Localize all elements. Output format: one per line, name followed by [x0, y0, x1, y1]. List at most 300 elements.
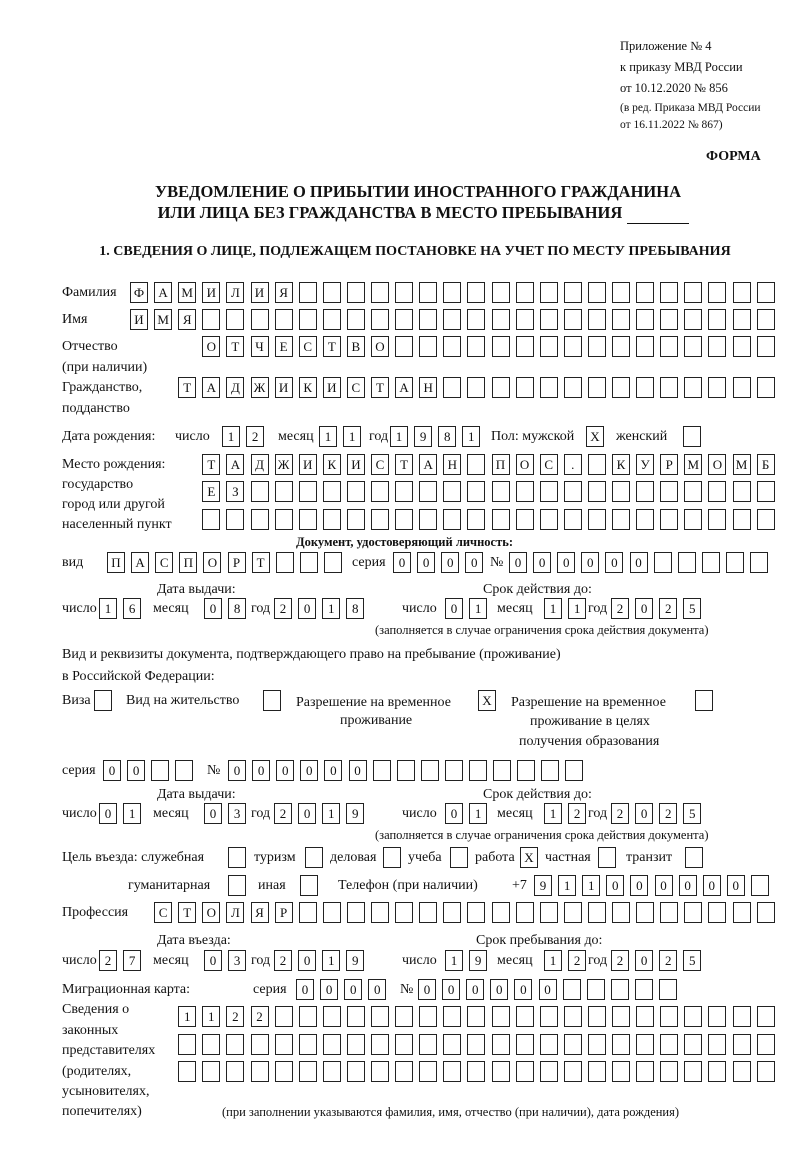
input-cell[interactable]: 0 — [368, 979, 386, 1000]
input-cell[interactable]: 2 — [568, 803, 586, 824]
purpose-humanitarian-box[interactable] — [228, 875, 246, 896]
input-cell[interactable] — [540, 377, 558, 398]
input-cell[interactable] — [636, 509, 654, 530]
input-cell[interactable] — [373, 760, 391, 781]
input-cell[interactable]: 0 — [635, 950, 653, 971]
input-cell[interactable]: К — [612, 454, 630, 475]
input-cell[interactable] — [299, 1034, 317, 1055]
input-cell[interactable] — [395, 509, 413, 530]
input-cell[interactable] — [395, 1034, 413, 1055]
input-cell[interactable]: М — [733, 454, 751, 475]
input-cell[interactable]: 0 — [228, 760, 246, 781]
input-cell[interactable] — [371, 509, 389, 530]
input-cell[interactable]: 0 — [445, 598, 463, 619]
input-cell[interactable] — [540, 1034, 558, 1055]
input-cell[interactable] — [636, 282, 654, 303]
input-cell[interactable]: А — [226, 454, 244, 475]
input-cell[interactable] — [175, 760, 193, 781]
input-cell[interactable]: 0 — [514, 979, 532, 1000]
purpose-tourism-box[interactable] — [305, 847, 323, 868]
input-cell[interactable]: Т — [202, 454, 220, 475]
input-cell[interactable]: О — [371, 336, 389, 357]
input-cell[interactable] — [419, 902, 437, 923]
input-cell[interactable] — [419, 1061, 437, 1082]
input-cell[interactable] — [202, 1034, 220, 1055]
input-cell[interactable] — [733, 1006, 751, 1027]
input-cell[interactable] — [492, 481, 510, 502]
input-cell[interactable] — [708, 902, 726, 923]
input-cell[interactable] — [659, 979, 677, 1000]
purpose-work-box[interactable]: X — [520, 847, 538, 868]
input-cell[interactable]: 0 — [605, 552, 623, 573]
input-cell[interactable] — [702, 552, 720, 573]
input-cell[interactable] — [565, 760, 583, 781]
input-cell[interactable]: Ф — [130, 282, 148, 303]
input-cell[interactable] — [540, 1006, 558, 1027]
input-cell[interactable] — [733, 509, 751, 530]
input-cell[interactable]: 1 — [558, 875, 576, 896]
input-cell[interactable] — [516, 481, 534, 502]
input-cell[interactable] — [588, 454, 606, 475]
input-cell[interactable]: 0 — [466, 979, 484, 1000]
input-cell[interactable] — [202, 509, 220, 530]
input-cell[interactable] — [419, 1034, 437, 1055]
input-cell[interactable] — [636, 1006, 654, 1027]
input-cell[interactable] — [493, 760, 511, 781]
input-cell[interactable]: Л — [226, 282, 244, 303]
input-cell[interactable] — [660, 1061, 678, 1082]
input-cell[interactable] — [588, 309, 606, 330]
input-cell[interactable]: 1 — [390, 426, 408, 447]
input-cell[interactable]: О — [202, 902, 220, 923]
input-cell[interactable]: Ж — [275, 454, 293, 475]
input-cell[interactable] — [323, 1034, 341, 1055]
input-cell[interactable] — [588, 336, 606, 357]
input-cell[interactable] — [178, 1034, 196, 1055]
input-cell[interactable]: 1 — [582, 875, 600, 896]
input-cell[interactable]: 1 — [123, 803, 141, 824]
temp-edu-box[interactable] — [695, 690, 713, 711]
input-cell[interactable]: 0 — [417, 552, 435, 573]
input-cell[interactable]: 5 — [683, 950, 701, 971]
input-cell[interactable] — [419, 336, 437, 357]
input-cell[interactable]: 0 — [127, 760, 145, 781]
input-cell[interactable] — [733, 1061, 751, 1082]
input-cell[interactable] — [708, 282, 726, 303]
input-cell[interactable]: О — [202, 336, 220, 357]
input-cell[interactable] — [467, 309, 485, 330]
input-cell[interactable] — [492, 377, 510, 398]
input-cell[interactable] — [540, 282, 558, 303]
input-cell[interactable]: 2 — [251, 1006, 269, 1027]
input-cell[interactable] — [612, 282, 630, 303]
input-cell[interactable] — [467, 509, 485, 530]
input-cell[interactable]: 0 — [557, 552, 575, 573]
input-cell[interactable] — [347, 282, 365, 303]
input-cell[interactable] — [323, 309, 341, 330]
input-cell[interactable] — [347, 509, 365, 530]
input-cell[interactable] — [540, 1061, 558, 1082]
input-cell[interactable] — [708, 1034, 726, 1055]
input-cell[interactable]: 2 — [611, 950, 629, 971]
input-cell[interactable]: Ж — [251, 377, 269, 398]
input-cell[interactable]: О — [708, 454, 726, 475]
input-cell[interactable] — [708, 1006, 726, 1027]
input-cell[interactable] — [445, 760, 463, 781]
input-cell[interactable] — [467, 902, 485, 923]
input-cell[interactable] — [347, 1061, 365, 1082]
input-cell[interactable]: Я — [178, 309, 196, 330]
input-cell[interactable] — [612, 481, 630, 502]
input-cell[interactable] — [492, 1061, 510, 1082]
input-cell[interactable]: 0 — [103, 760, 121, 781]
input-cell[interactable] — [419, 1006, 437, 1027]
input-cell[interactable]: 1 — [178, 1006, 196, 1027]
input-cell[interactable]: 0 — [635, 803, 653, 824]
input-cell[interactable]: 0 — [465, 552, 483, 573]
input-cell[interactable]: 0 — [298, 598, 316, 619]
input-cell[interactable]: Б — [757, 454, 775, 475]
input-cell[interactable]: 1 — [469, 598, 487, 619]
input-cell[interactable] — [323, 282, 341, 303]
input-cell[interactable]: 0 — [296, 979, 314, 1000]
input-cell[interactable]: 0 — [204, 803, 222, 824]
input-cell[interactable]: 0 — [539, 979, 557, 1000]
temp-residence-box[interactable]: X — [478, 690, 496, 711]
input-cell[interactable] — [371, 481, 389, 502]
input-cell[interactable] — [757, 1006, 775, 1027]
input-cell[interactable]: 0 — [344, 979, 362, 1000]
input-cell[interactable] — [564, 377, 582, 398]
input-cell[interactable] — [516, 1006, 534, 1027]
purpose-business-box[interactable] — [383, 847, 401, 868]
input-cell[interactable] — [323, 509, 341, 530]
input-cell[interactable]: . — [564, 454, 582, 475]
input-cell[interactable] — [612, 1061, 630, 1082]
input-cell[interactable]: Т — [252, 552, 270, 573]
input-cell[interactable]: 0 — [252, 760, 270, 781]
input-cell[interactable]: 0 — [204, 598, 222, 619]
input-cell[interactable] — [299, 309, 317, 330]
input-cell[interactable]: 9 — [469, 950, 487, 971]
input-cell[interactable]: О — [203, 552, 221, 573]
input-cell[interactable]: 5 — [683, 803, 701, 824]
input-cell[interactable] — [660, 509, 678, 530]
input-cell[interactable] — [564, 1034, 582, 1055]
input-cell[interactable] — [323, 481, 341, 502]
input-cell[interactable] — [492, 1006, 510, 1027]
input-cell[interactable] — [564, 902, 582, 923]
input-cell[interactable] — [757, 336, 775, 357]
input-cell[interactable] — [395, 336, 413, 357]
input-cell[interactable] — [540, 309, 558, 330]
input-cell[interactable] — [492, 509, 510, 530]
input-cell[interactable]: 8 — [228, 598, 246, 619]
input-cell[interactable]: 0 — [393, 552, 411, 573]
input-cell[interactable] — [251, 481, 269, 502]
input-cell[interactable]: 0 — [679, 875, 697, 896]
input-cell[interactable] — [750, 552, 768, 573]
input-cell[interactable] — [492, 336, 510, 357]
input-cell[interactable] — [516, 1061, 534, 1082]
input-cell[interactable] — [733, 336, 751, 357]
input-cell[interactable] — [684, 902, 702, 923]
input-cell[interactable]: 2 — [226, 1006, 244, 1027]
input-cell[interactable] — [654, 552, 672, 573]
input-cell[interactable]: А — [395, 377, 413, 398]
input-cell[interactable] — [419, 509, 437, 530]
input-cell[interactable] — [226, 1061, 244, 1082]
purpose-private-box[interactable] — [598, 847, 616, 868]
input-cell[interactable]: 9 — [534, 875, 552, 896]
input-cell[interactable]: 0 — [441, 552, 459, 573]
input-cell[interactable]: 0 — [727, 875, 745, 896]
input-cell[interactable] — [635, 979, 653, 1000]
residence-permit-box[interactable] — [263, 690, 281, 711]
input-cell[interactable]: 8 — [346, 598, 364, 619]
input-cell[interactable] — [541, 760, 559, 781]
input-cell[interactable] — [516, 282, 534, 303]
input-cell[interactable] — [299, 481, 317, 502]
input-cell[interactable] — [660, 336, 678, 357]
input-cell[interactable] — [563, 979, 581, 1000]
input-cell[interactable]: 0 — [509, 552, 527, 573]
input-cell[interactable] — [516, 336, 534, 357]
input-cell[interactable] — [540, 336, 558, 357]
input-cell[interactable] — [516, 1034, 534, 1055]
input-cell[interactable] — [684, 509, 702, 530]
input-cell[interactable] — [564, 1061, 582, 1082]
input-cell[interactable] — [588, 282, 606, 303]
input-cell[interactable]: 1 — [445, 950, 463, 971]
sex-female-box[interactable] — [683, 426, 701, 447]
input-cell[interactable]: 0 — [703, 875, 721, 896]
input-cell[interactable] — [588, 481, 606, 502]
input-cell[interactable]: 2 — [659, 803, 677, 824]
input-cell[interactable]: Т — [395, 454, 413, 475]
input-cell[interactable] — [469, 760, 487, 781]
input-cell[interactable] — [467, 336, 485, 357]
input-cell[interactable] — [636, 309, 654, 330]
input-cell[interactable] — [757, 1034, 775, 1055]
input-cell[interactable] — [443, 1034, 461, 1055]
input-cell[interactable]: О — [516, 454, 534, 475]
input-cell[interactable] — [419, 481, 437, 502]
input-cell[interactable]: 1 — [544, 803, 562, 824]
input-cell[interactable]: 0 — [418, 979, 436, 1000]
input-cell[interactable] — [226, 509, 244, 530]
visa-box[interactable] — [94, 690, 112, 711]
input-cell[interactable]: 9 — [414, 426, 432, 447]
input-cell[interactable]: А — [131, 552, 149, 573]
input-cell[interactable]: 3 — [228, 803, 246, 824]
input-cell[interactable]: З — [226, 481, 244, 502]
input-cell[interactable] — [540, 481, 558, 502]
purpose-other-box[interactable] — [300, 875, 318, 896]
input-cell[interactable]: 5 — [683, 598, 701, 619]
input-cell[interactable] — [564, 509, 582, 530]
input-cell[interactable] — [323, 1006, 341, 1027]
input-cell[interactable]: 2 — [611, 803, 629, 824]
input-cell[interactable] — [226, 309, 244, 330]
input-cell[interactable] — [517, 760, 535, 781]
input-cell[interactable] — [612, 902, 630, 923]
input-cell[interactable]: Л — [226, 902, 244, 923]
input-cell[interactable] — [564, 1006, 582, 1027]
input-cell[interactable]: 0 — [300, 760, 318, 781]
input-cell[interactable] — [757, 309, 775, 330]
input-cell[interactable]: 1 — [322, 803, 340, 824]
input-cell[interactable] — [371, 902, 389, 923]
input-cell[interactable]: И — [202, 282, 220, 303]
input-cell[interactable] — [588, 1034, 606, 1055]
input-cell[interactable] — [347, 902, 365, 923]
input-cell[interactable]: 0 — [324, 760, 342, 781]
input-cell[interactable] — [636, 902, 654, 923]
input-cell[interactable] — [564, 309, 582, 330]
input-cell[interactable]: 0 — [298, 950, 316, 971]
input-cell[interactable]: 0 — [581, 552, 599, 573]
input-cell[interactable]: Р — [275, 902, 293, 923]
input-cell[interactable] — [684, 1034, 702, 1055]
input-cell[interactable] — [733, 282, 751, 303]
input-cell[interactable] — [276, 552, 294, 573]
input-cell[interactable] — [324, 552, 342, 573]
input-cell[interactable] — [299, 509, 317, 530]
input-cell[interactable]: Д — [251, 454, 269, 475]
input-cell[interactable]: 7 — [123, 950, 141, 971]
input-cell[interactable]: Е — [202, 481, 220, 502]
input-cell[interactable]: 2 — [274, 598, 292, 619]
input-cell[interactable]: 9 — [346, 803, 364, 824]
input-cell[interactable]: Т — [178, 902, 196, 923]
input-cell[interactable] — [612, 1006, 630, 1027]
input-cell[interactable]: 8 — [438, 426, 456, 447]
input-cell[interactable] — [275, 309, 293, 330]
input-cell[interactable]: 1 — [322, 950, 340, 971]
input-cell[interactable] — [371, 309, 389, 330]
input-cell[interactable] — [467, 454, 485, 475]
input-cell[interactable] — [611, 979, 629, 1000]
input-cell[interactable]: А — [202, 377, 220, 398]
input-cell[interactable] — [660, 309, 678, 330]
input-cell[interactable] — [708, 377, 726, 398]
input-cell[interactable] — [371, 1006, 389, 1027]
input-cell[interactable] — [395, 309, 413, 330]
input-cell[interactable] — [636, 377, 654, 398]
input-cell[interactable] — [467, 1006, 485, 1027]
input-cell[interactable] — [708, 509, 726, 530]
input-cell[interactable] — [636, 336, 654, 357]
input-cell[interactable]: 2 — [274, 803, 292, 824]
input-cell[interactable] — [757, 282, 775, 303]
sex-male-box[interactable]: X — [586, 426, 604, 447]
input-cell[interactable] — [733, 309, 751, 330]
input-cell[interactable]: 9 — [346, 950, 364, 971]
input-cell[interactable]: 0 — [204, 950, 222, 971]
input-cell[interactable]: Р — [228, 552, 246, 573]
input-cell[interactable] — [588, 377, 606, 398]
input-cell[interactable] — [371, 282, 389, 303]
input-cell[interactable] — [275, 481, 293, 502]
input-cell[interactable] — [467, 1061, 485, 1082]
input-cell[interactable] — [323, 1061, 341, 1082]
input-cell[interactable] — [612, 509, 630, 530]
input-cell[interactable] — [323, 902, 341, 923]
input-cell[interactable]: 1 — [462, 426, 480, 447]
input-cell[interactable] — [397, 760, 415, 781]
input-cell[interactable] — [347, 1006, 365, 1027]
input-cell[interactable] — [300, 552, 318, 573]
input-cell[interactable] — [733, 902, 751, 923]
input-cell[interactable] — [612, 309, 630, 330]
input-cell[interactable] — [564, 481, 582, 502]
input-cell[interactable]: С — [154, 902, 172, 923]
input-cell[interactable] — [251, 1034, 269, 1055]
input-cell[interactable] — [588, 1061, 606, 1082]
input-cell[interactable]: 0 — [655, 875, 673, 896]
input-cell[interactable] — [492, 1034, 510, 1055]
input-cell[interactable] — [612, 377, 630, 398]
input-cell[interactable]: 0 — [320, 979, 338, 1000]
purpose-transit-box[interactable] — [685, 847, 703, 868]
input-cell[interactable]: 0 — [349, 760, 367, 781]
input-cell[interactable]: Я — [251, 902, 269, 923]
input-cell[interactable]: 0 — [635, 598, 653, 619]
input-cell[interactable]: 1 — [568, 598, 586, 619]
input-cell[interactable] — [540, 902, 558, 923]
input-cell[interactable] — [588, 902, 606, 923]
input-cell[interactable] — [443, 481, 461, 502]
input-cell[interactable] — [443, 902, 461, 923]
input-cell[interactable]: И — [323, 377, 341, 398]
input-cell[interactable] — [564, 282, 582, 303]
input-cell[interactable] — [684, 1006, 702, 1027]
input-cell[interactable]: Т — [323, 336, 341, 357]
input-cell[interactable] — [660, 377, 678, 398]
input-cell[interactable]: 3 — [228, 950, 246, 971]
input-cell[interactable] — [299, 1061, 317, 1082]
input-cell[interactable]: 0 — [276, 760, 294, 781]
input-cell[interactable] — [395, 902, 413, 923]
input-cell[interactable] — [612, 1034, 630, 1055]
input-cell[interactable] — [516, 902, 534, 923]
input-cell[interactable]: К — [323, 454, 341, 475]
input-cell[interactable]: 0 — [99, 803, 117, 824]
input-cell[interactable] — [684, 336, 702, 357]
input-cell[interactable]: 2 — [274, 950, 292, 971]
input-cell[interactable]: И — [275, 377, 293, 398]
input-cell[interactable] — [395, 1006, 413, 1027]
input-cell[interactable] — [587, 979, 605, 1000]
input-cell[interactable]: У — [636, 454, 654, 475]
input-cell[interactable]: М — [154, 309, 172, 330]
input-cell[interactable] — [733, 377, 751, 398]
input-cell[interactable] — [708, 336, 726, 357]
input-cell[interactable]: М — [684, 454, 702, 475]
input-cell[interactable] — [275, 509, 293, 530]
input-cell[interactable] — [467, 1034, 485, 1055]
input-cell[interactable] — [371, 1034, 389, 1055]
input-cell[interactable]: 1 — [322, 598, 340, 619]
input-cell[interactable]: 1 — [202, 1006, 220, 1027]
input-cell[interactable]: Т — [371, 377, 389, 398]
input-cell[interactable]: 1 — [319, 426, 337, 447]
input-cell[interactable]: 0 — [490, 979, 508, 1000]
input-cell[interactable] — [757, 481, 775, 502]
input-cell[interactable] — [226, 1034, 244, 1055]
input-cell[interactable] — [684, 282, 702, 303]
